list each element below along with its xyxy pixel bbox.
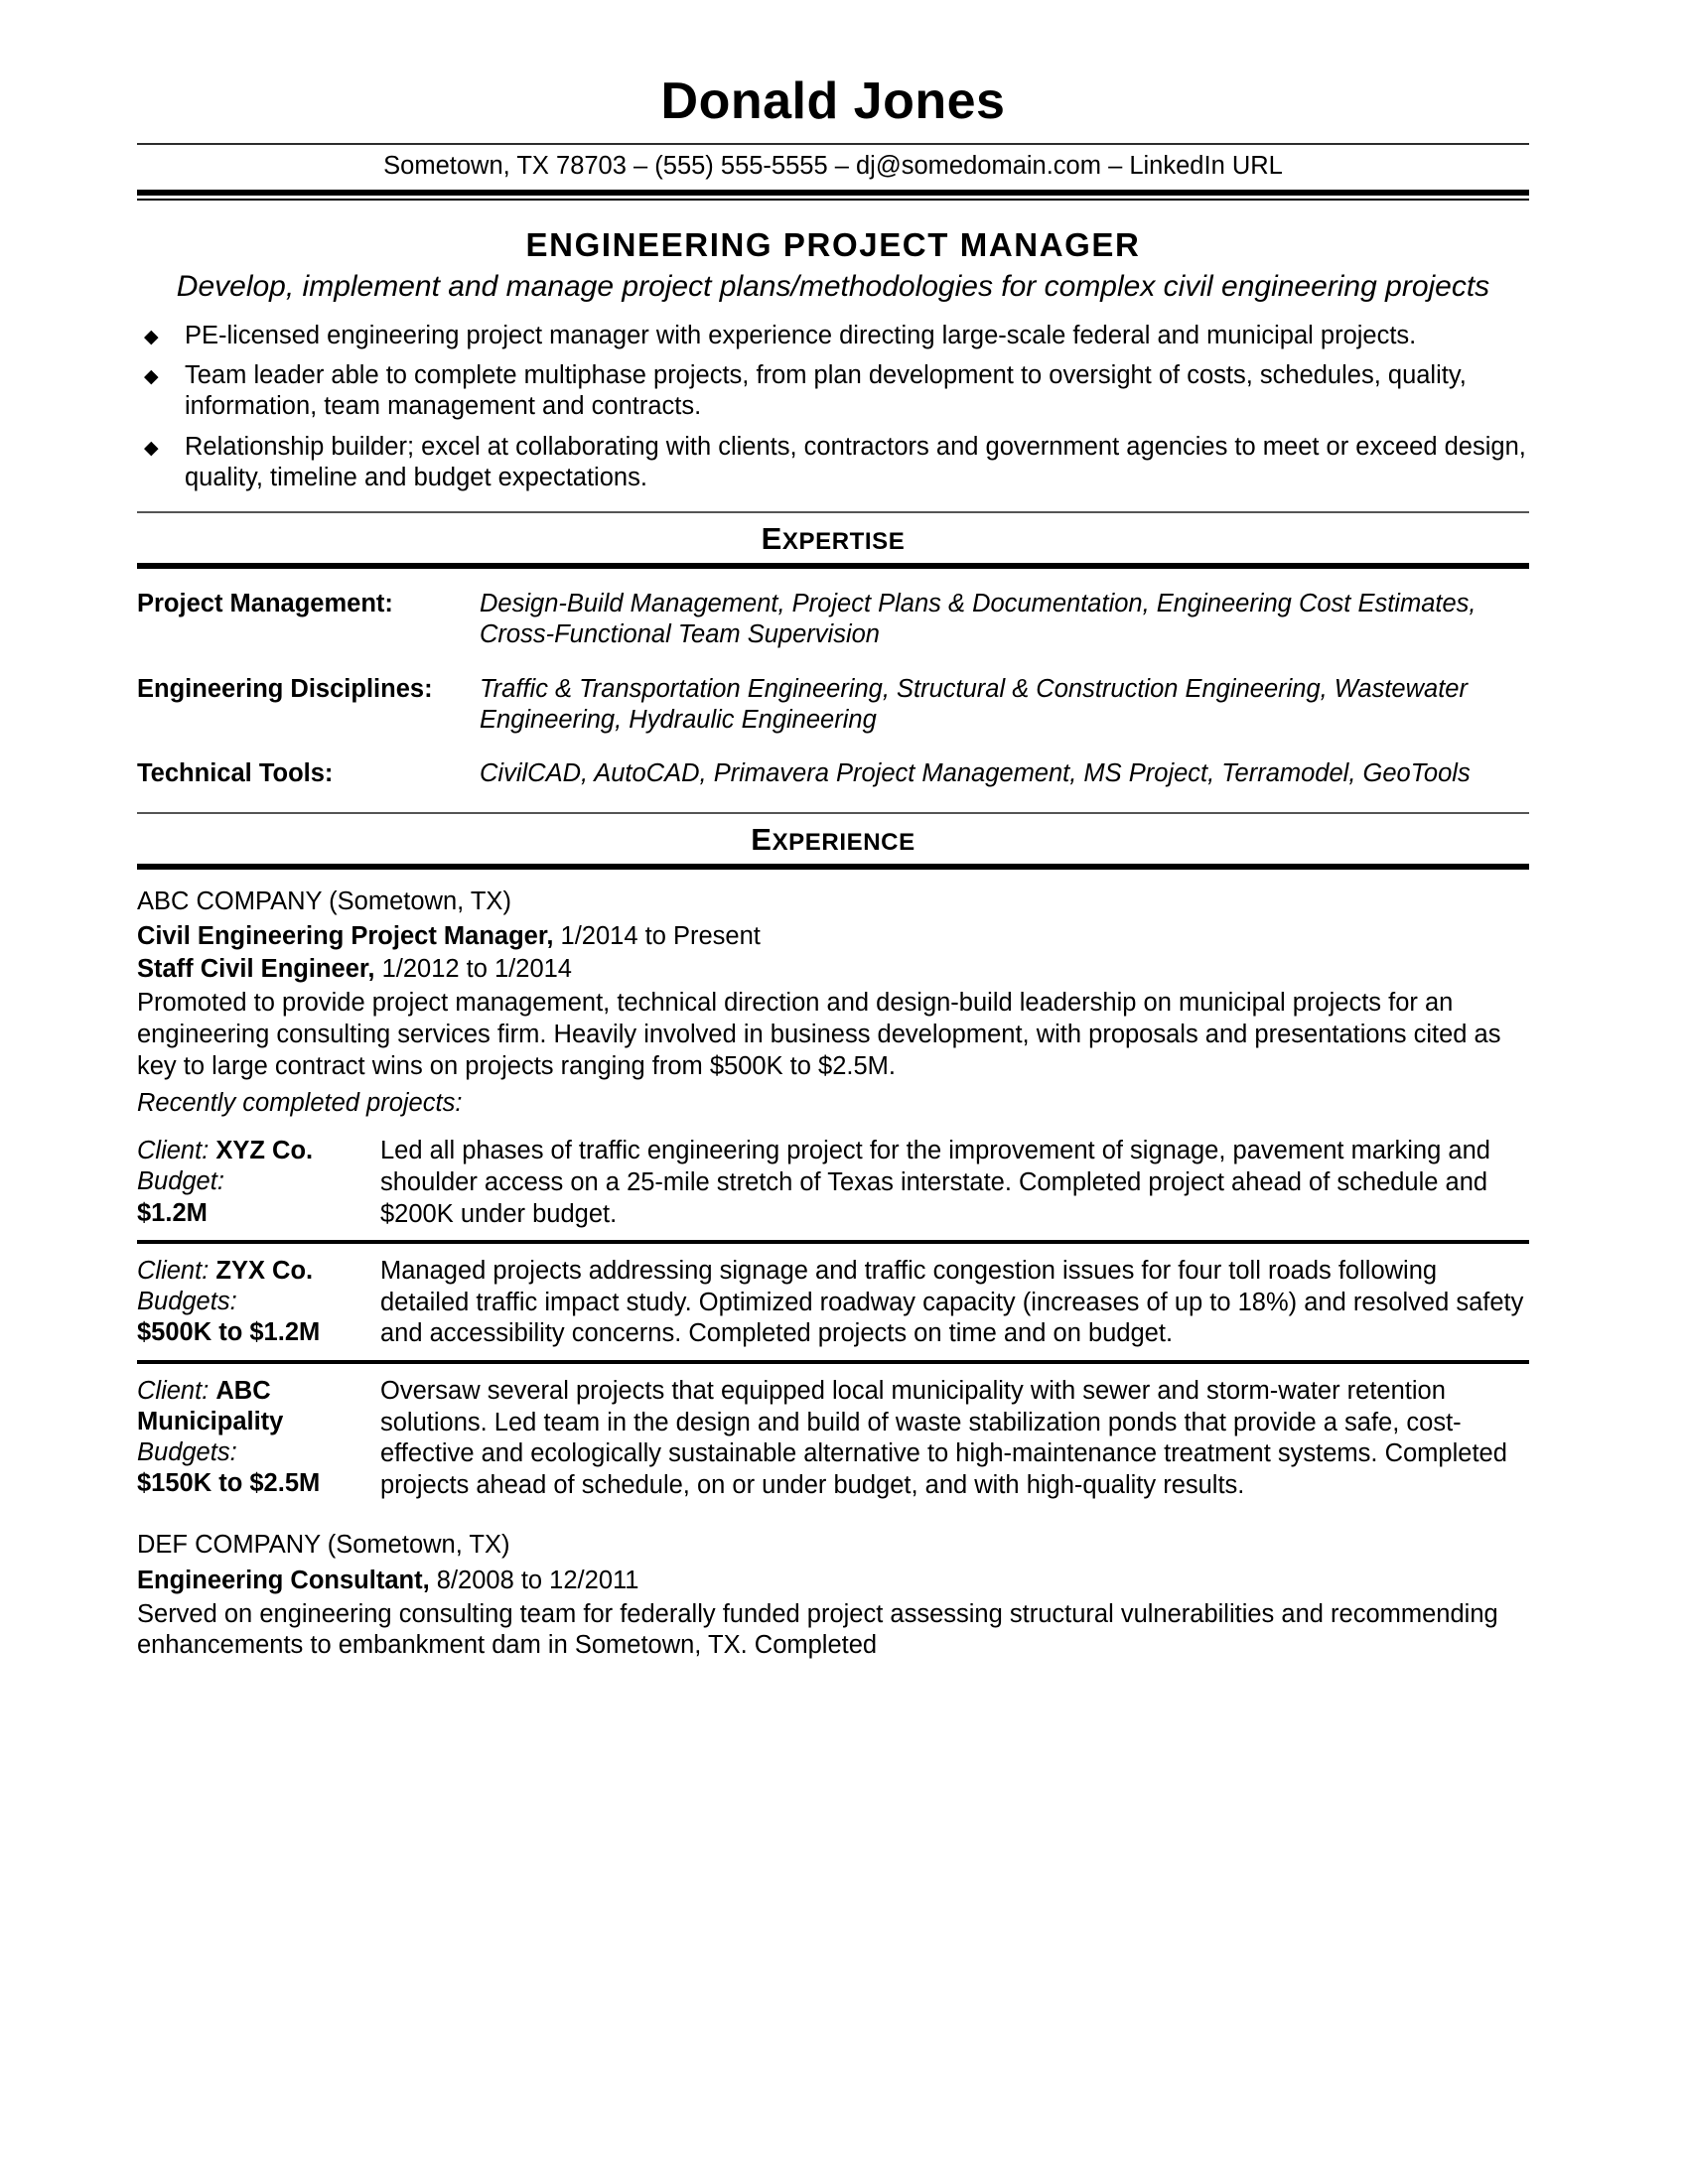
- experience-company-2: [137, 1511, 1529, 1662]
- job-dates: 8/2008 to 12/2011: [429, 1566, 639, 1594]
- diamond-bullet-icon: ◆: [144, 365, 159, 387]
- expertise-value: Traffic & Transportation Engineering, Structural & Construction Engineering, Wastewater Engineering, Hydraulic Engineering: [480, 674, 1468, 734]
- section-title: [137, 513, 1529, 563]
- table-row: [137, 1240, 1529, 1360]
- project-meta: [137, 1136, 370, 1228]
- client-label: Client:: [137, 1376, 210, 1405]
- project-meta: [137, 1256, 370, 1348]
- job-title-line: [137, 953, 1529, 986]
- expertise-label: Project Management:: [137, 590, 393, 618]
- client-name: ABC Municipality: [137, 1376, 284, 1436]
- project-description: Oversaw several projects that equipped local municipality with sewer and storm-water retention solutions. Led team in the design and build of waste stabilization ponds that provide a safe, cost-effective and ecologically sustainable alternative to high-maintenance treatment systems. Completed projects ahead of schedule, on or under budget, and with high-quality results.: [380, 1376, 1507, 1499]
- budget-value: $500K to $1.2M: [137, 1318, 321, 1347]
- header-block: [137, 0, 1529, 201]
- expertise-label: Engineering Disciplines:: [137, 674, 433, 703]
- contact-line: Sometown, TX 78703 – (555) 555-5555 – dj@somedomain.com – LinkedIn URL: [383, 152, 1283, 180]
- expertise-value: Design-Build Management, Project Plans & Documentation, Engineering Cost Estimates, Cross-Functional Team Supervision: [480, 590, 1477, 649]
- expertise-table: [137, 569, 1529, 789]
- list-item: [137, 360, 1529, 423]
- table-row: [137, 758, 1529, 789]
- table-row: [137, 674, 1529, 736]
- project-description: Led all phases of traffic engineering project for the improvement of signage, pavement marking and shoulder access on a 25-mile stretch of Texas interstate. Completed project ahead of schedule and $200K under budget.: [380, 1137, 1490, 1228]
- diamond-bullet-icon: ◆: [144, 326, 159, 347]
- budget-label: Budgets:: [137, 1438, 237, 1467]
- recent-projects-label: Recently completed projects:: [137, 1089, 463, 1118]
- candidate-name: Donald Jones: [660, 72, 1006, 130]
- job-description: Served on engineering consulting team for federally funded project assessing structural vulnerabilities and recommending enhancements to embankment dam in Sometown, TX. Completed: [137, 1599, 1498, 1660]
- company-name: ABC COMPANY (Sometown, TX): [137, 887, 511, 915]
- section-header-expertise: [137, 511, 1529, 569]
- section-title-rest: XPERTISE: [781, 528, 906, 556]
- summary-bullet-list: [137, 305, 1529, 494]
- job-title: Civil Engineering Project Manager,: [137, 922, 554, 951]
- summary-bullet-text: PE-licensed engineering project manager with experience directing large-scale federal and municipal projects.: [185, 321, 1417, 349]
- diamond-bullet-icon: ◆: [144, 437, 159, 459]
- job-dates: 1/2012 to 1/2014: [374, 955, 572, 984]
- job-target-title: ENGINEERING PROJECT MANAGER: [525, 225, 1141, 263]
- client-name: XYZ Co.: [215, 1137, 314, 1165]
- job-title-line: [137, 1565, 1529, 1597]
- client-label: Client:: [137, 1137, 210, 1165]
- budget-label: Budgets:: [137, 1288, 237, 1316]
- section-title-initial: E: [751, 821, 773, 857]
- list-item: [137, 432, 1529, 494]
- expertise-label: Technical Tools:: [137, 758, 334, 787]
- budget-value: $150K to $2.5M: [137, 1469, 321, 1498]
- summary-bullet-text: Relationship builder; excel at collaborating with clients, contractors and government agencies to meet or exceed design, quality, timeline and budget expectations.: [185, 432, 1526, 491]
- project-table: [137, 1120, 1529, 1511]
- table-row: [137, 1130, 1529, 1240]
- budget-label: Budget:: [137, 1167, 224, 1196]
- header-rule-double: [137, 190, 1529, 201]
- project-description: Managed projects addressing signage and traffic congestion issues for four toll roads following detailed traffic impact study. Optimized roadway capacity (increases of up to 18%) and resolved safety and accessibility concerns. Completed projects on time and on budget.: [380, 1257, 1524, 1348]
- client-name: ZYX Co.: [215, 1257, 314, 1286]
- job-title: Staff Civil Engineer,: [137, 955, 375, 984]
- client-label: Client:: [137, 1257, 210, 1286]
- expertise-value: CivilCAD, AutoCAD, Primavera Project Management, MS Project, Terramodel, GeoTools: [480, 758, 1471, 787]
- table-row: [137, 1360, 1529, 1511]
- summary-bullet-text: Team leader able to complete multiphase projects, from plan development to oversight of costs, schedules, quality, information, team management and contracts.: [185, 360, 1467, 421]
- section-title-rest: XPERIENCE: [772, 828, 915, 856]
- job-description: Promoted to provide project management, technical direction and design-build leadership on municipal projects for an engineering consulting services firm. Heavily involved in business development, with proposals and presentations cited as key to large contract wins on projects ranging from $500K to $2.5M.: [137, 989, 1501, 1080]
- section-header-experience: [137, 812, 1529, 870]
- job-title: Engineering Consultant,: [137, 1566, 430, 1594]
- table-row: [137, 589, 1529, 650]
- company-name: DEF COMPANY (Sometown, TX): [137, 1531, 510, 1560]
- project-meta: [137, 1376, 370, 1499]
- budget-value: $1.2M: [137, 1198, 208, 1227]
- job-title-line: [137, 920, 1529, 953]
- job-target-tagline: Develop, implement and manage project plans/methodologies for complex civil engineering projects: [176, 270, 1490, 304]
- list-item: [137, 321, 1529, 351]
- experience-company-1: [137, 870, 1529, 1120]
- section-title-initial: E: [761, 521, 782, 557]
- job-dates: 1/2014 to Present: [553, 922, 761, 951]
- section-title: [137, 814, 1529, 864]
